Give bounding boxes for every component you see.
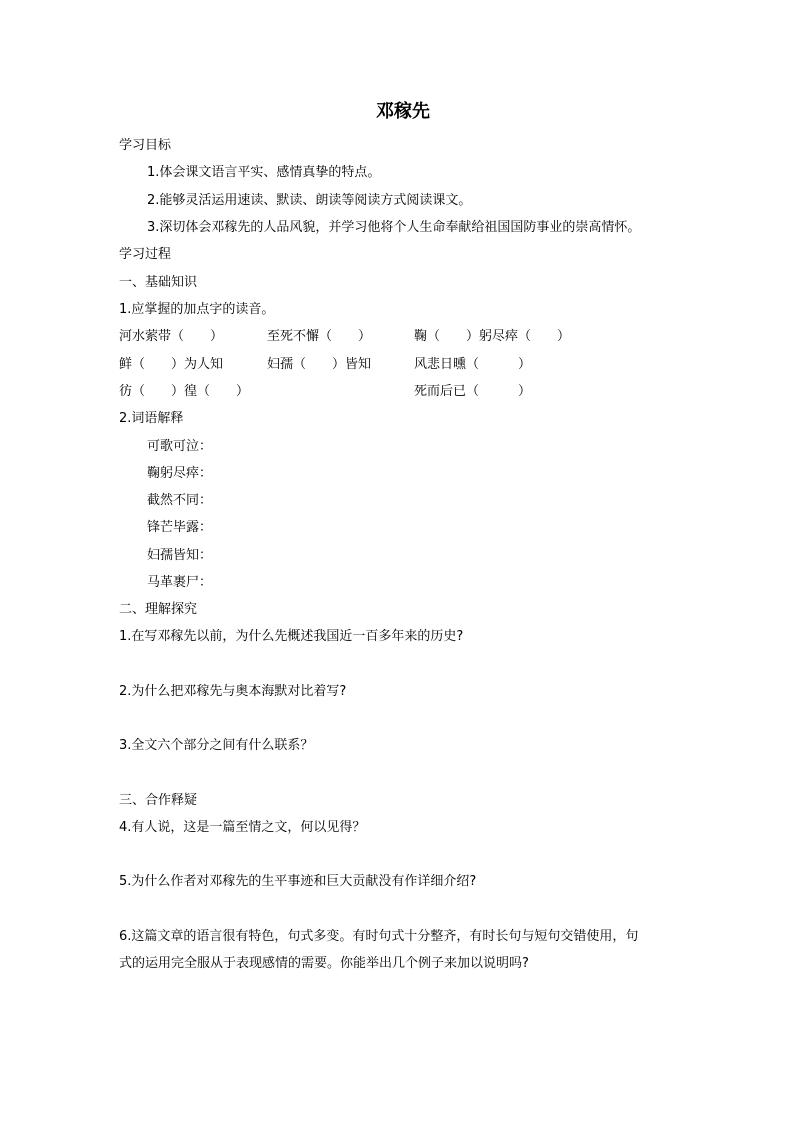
goal-item: 3.深切体会邓稼先的人品风貌，并学习他将个人生命奉献给祖国国防事业的崇高情怀。	[147, 220, 641, 235]
question: 3.全文六个部分之间有什么联系？	[119, 738, 314, 753]
document-title: 邓稼先	[376, 101, 430, 122]
question: 2.为什么把邓稼先与奥本海默对比着写?	[119, 684, 347, 699]
cooperate-heading: 三、合作释疑	[119, 793, 198, 808]
goals-heading: 学习目标	[119, 138, 172, 153]
basics-heading: 一、基础知识	[119, 275, 198, 290]
goal-item: 1.体会课文语言平实、感情真挚的特点。	[147, 165, 381, 180]
vocab-heading: 2.词语解释	[119, 411, 184, 426]
question: 1.在写邓稼先以前，为什么先概述我国近一百多年来的历史?	[119, 629, 464, 644]
question: 5.为什么作者对邓稼先的生平事迹和巨大贡献没有作详细介绍?	[119, 874, 477, 889]
vocab-item: 锋芒毕露：	[147, 520, 213, 535]
question-6-line-1: 6.这篇文章的语言很有特色，句式多变。有时句式十分整齐，有时长句与短句交错使用，句	[119, 929, 639, 944]
goal-item: 2.能够灵活运用速读、默读、朗读等阅读方式阅读课文。	[147, 193, 472, 208]
pronunciation-heading: 1.应掌握的加点字的读音。	[119, 302, 275, 317]
explore-heading: 二、理解探究	[119, 602, 198, 617]
pronunciation-cell: 鞠（ ）躬尽瘁（ ）	[414, 329, 571, 344]
vocab-item: 马革裹尸：	[147, 575, 213, 590]
pronunciation-cell: 彷（ ）徨（ ）	[119, 384, 250, 399]
pronunciation-cell: 河水萦带（ ）	[119, 329, 224, 344]
question-6-line-2: 式的运用完全服从于表现感情的需要。你能举出几个例子来加以说明吗?	[119, 956, 529, 971]
pronunciation-cell: 风悲日曛（ ）	[414, 357, 532, 372]
question: 4.有人说，这是一篇至情之文，何以见得？	[119, 820, 366, 835]
pronunciation-cell: 至死不懈（ ）	[267, 329, 372, 344]
process-heading: 学习过程	[119, 247, 172, 262]
pronunciation-cell: 妇孺（ ）皆知	[267, 357, 372, 372]
vocab-item: 可歌可泣：	[147, 439, 213, 454]
pronunciation-cell: 死而后已（ ）	[414, 384, 532, 399]
vocab-item: 截然不同：	[147, 493, 213, 508]
vocab-item: 妇孺皆知：	[147, 548, 213, 563]
pronunciation-cell: 鲜（ ）为人知	[119, 357, 224, 372]
vocab-item: 鞠躬尽瘁：	[147, 466, 213, 481]
